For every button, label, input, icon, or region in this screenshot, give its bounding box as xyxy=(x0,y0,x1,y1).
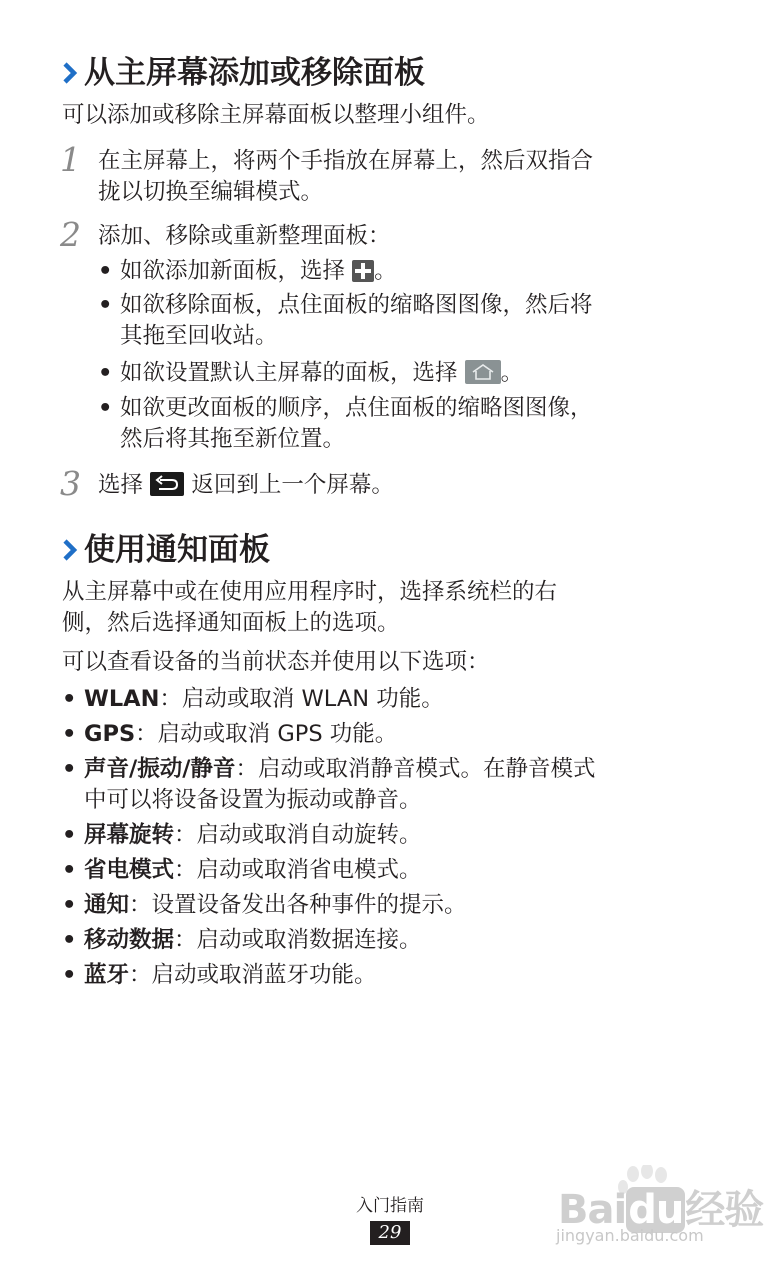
option-desc: 中可以将设备设置为振动或静音。 xyxy=(84,787,422,813)
watermark-logo: Baidu经验 xyxy=(558,1187,764,1233)
option-term: 省电模式 xyxy=(84,857,175,883)
chevron-right-icon xyxy=(62,62,78,84)
plus-icon xyxy=(352,260,374,282)
option-desc: ：设置设备发出各种事件的提示。 xyxy=(129,892,467,918)
footer-section-label: 入门指南 xyxy=(356,1196,424,1216)
step-text-line xyxy=(98,470,738,501)
bullet-text-end: 。 xyxy=(500,360,524,386)
paragraph-line: 侧，然后选择通知面板上的选项。 xyxy=(62,610,400,636)
option-desc: ：启动或取消蓝牙功能。 xyxy=(129,962,377,988)
option-desc: ：启动或取消静音模式。在静音模式 xyxy=(235,756,596,782)
bullet-dot: • xyxy=(62,962,77,988)
bullet-dot: • xyxy=(62,892,77,918)
bullet-dot: • xyxy=(98,395,113,421)
step-text-line: 拢以切换至编辑模式。 xyxy=(98,179,324,205)
step-number: 2 xyxy=(60,215,81,254)
bullet-text: 如欲添加新面板，选择 xyxy=(120,258,346,284)
bullet-text-end: 。 xyxy=(374,258,397,284)
bullet-dot: • xyxy=(62,686,77,712)
bullet-dot: • xyxy=(62,857,77,883)
bullet-dot: • xyxy=(98,360,113,386)
bullet-dot: • xyxy=(62,721,77,747)
step-text-line: 添加、移除或重新整理面板： xyxy=(98,223,391,249)
page-number: 29 xyxy=(370,1221,410,1245)
section-title-notification xyxy=(62,530,270,570)
watermark-url: jingyan.baidu.com xyxy=(556,1226,704,1245)
paragraph-line: 可以查看设备的当前状态并使用以下选项： xyxy=(62,649,490,675)
option-desc: ：启动或取消数据连接。 xyxy=(174,927,422,953)
option-desc: ：启动或取消 GPS 功能。 xyxy=(135,721,398,747)
section-intro: 可以添加或移除主屏幕面板以整理小组件。 xyxy=(62,102,490,128)
option-term: GPS xyxy=(84,721,136,747)
bullet-text: 如欲设置默认主屏幕的面板，选择 xyxy=(120,360,458,386)
option-desc: ：启动或取消省电模式。 xyxy=(174,857,422,883)
bullet-dot: • xyxy=(62,822,77,848)
chevron-right-icon xyxy=(62,539,78,561)
option-desc: ：启动或取消自动旋转。 xyxy=(174,822,422,848)
bullet-dot: • xyxy=(62,927,77,953)
step-text: 选择 xyxy=(98,472,144,498)
step-number: 3 xyxy=(60,464,81,503)
bullet-text: 如欲移除面板，点住面板的缩略图图像，然后将 xyxy=(120,292,593,318)
option-term: 移动数据 xyxy=(84,927,175,953)
option-term: 蓝牙 xyxy=(84,962,130,988)
back-icon xyxy=(150,472,184,496)
paragraph-line: 从主屏幕中或在使用应用程序时，选择系统栏的右 xyxy=(62,579,558,605)
bullet-dot: • xyxy=(62,756,77,782)
step-number: 1 xyxy=(60,140,81,179)
option-desc: ：启动或取消 WLAN 功能。 xyxy=(159,686,444,712)
section-title-text: 使用通知面板 xyxy=(84,532,270,568)
option-term: 声音/振动/静音 xyxy=(84,756,236,782)
option-term: 屏幕旋转 xyxy=(84,822,175,848)
section-title-panels xyxy=(62,53,425,93)
bullet-dot: • xyxy=(98,258,113,284)
home-icon xyxy=(465,360,501,384)
option-term: WLAN xyxy=(84,686,160,712)
step-text-line: 在主屏幕上，将两个手指放在屏幕上，然后双指合 xyxy=(98,148,594,174)
bullet-text: 如欲更改面板的顺序，点住面板的缩略图图像， xyxy=(120,395,593,421)
bullet-dot: • xyxy=(98,292,113,318)
step-text: 返回到上一个屏幕。 xyxy=(191,472,394,498)
section-title-text: 从主屏幕添加或移除面板 xyxy=(84,55,425,91)
option-term: 通知 xyxy=(84,892,130,918)
bullet-text: 其拖至回收站。 xyxy=(120,323,278,349)
bullet-text: 然后将其拖至新位置。 xyxy=(120,426,346,452)
